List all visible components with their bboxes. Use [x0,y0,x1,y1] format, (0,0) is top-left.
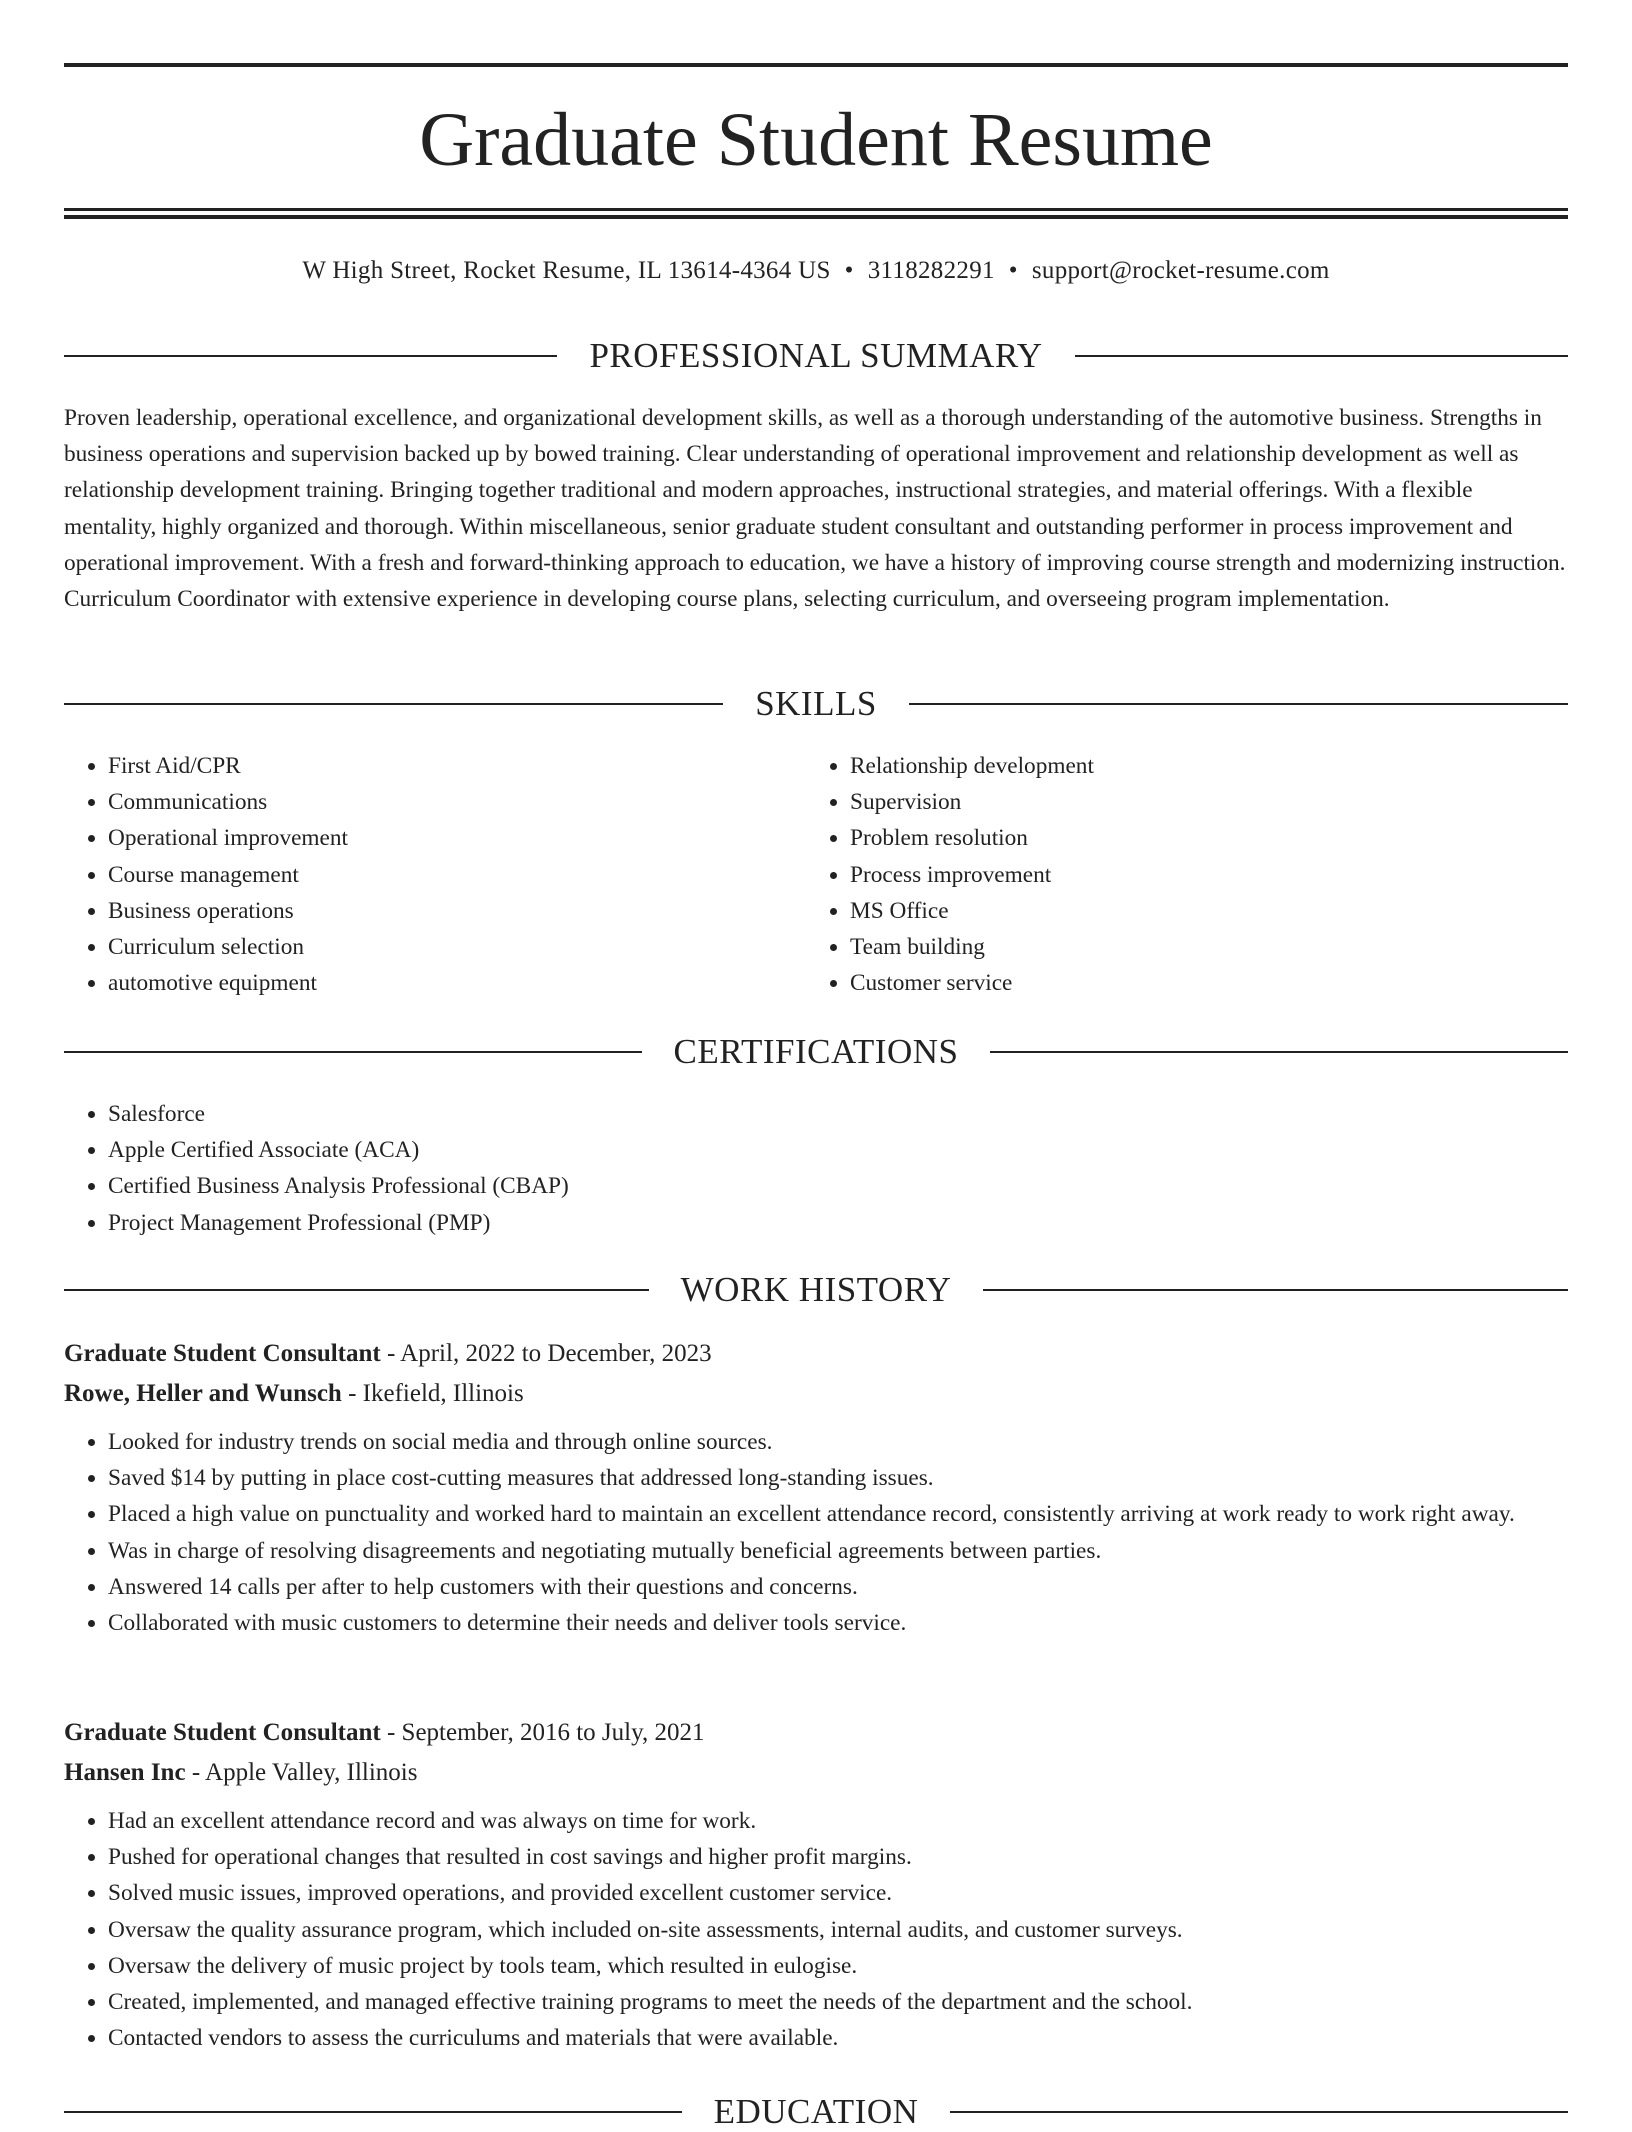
heading-rule [64,1051,642,1053]
contact-separator: • [844,257,854,284]
contact-phone: 3118282291 [867,257,995,284]
job-bullet: • Solved music issues, improved operations, and provided excellent customer service. [108,1875,1568,1911]
job-bullet: • Had an excellent attendance record and was always on time for work. [108,1803,1568,1839]
job-bullet: • Collaborated with music customers to determine their needs and deliver tools service. [108,1605,1568,1641]
skill-item: • automotive equipment [108,965,808,1001]
job-bullet: • Looked for industry trends on social media and through online sources. [108,1424,1568,1460]
heading-rule [64,355,557,357]
certifications-heading [64,1032,1568,1072]
heading-rule [64,1289,649,1291]
job-bullets [64,1803,1568,2056]
job-company-line [64,1374,1568,1414]
job-dates: - April, 2022 to December, 2023 [386,1340,712,1367]
job-entry [64,1713,1568,2056]
heading-rule [983,1289,1568,1291]
skill-item: • Business operations [108,893,808,929]
job-bullet: • Was in charge of resolving disagreements and negotiating mutually beneficial agreements between parties. [108,1533,1568,1569]
contact-line [64,255,1568,287]
job-company: Rowe, Heller and Wunsch [64,1380,342,1407]
job-title-line [64,1713,1568,1753]
heading-rule [1075,355,1568,357]
job-bullet: • Saved $14 by putting in place cost-cutting measures that addressed long-standing issues. [108,1460,1568,1496]
contact-separator: • [1008,257,1018,284]
skill-item: • First Aid/CPR [108,748,808,784]
skill-item: • MS Office [850,893,1550,929]
certification-item: • Project Management Professional (PMP) [108,1205,1508,1241]
title-rule-upper [64,208,1568,211]
skill-item: • Communications [108,784,808,820]
summary-text: Proven leadership, operational excellence, and organizational development skills, as well as a thorough understanding of the automotive business. Strengths in business operations and supervision backed up by bowed training. Clear understanding of operational improvement and relationship development as well as relationship development training. Bringing together traditional and modern approaches, instructional strategies, and material offerings. With a flexible mentality, highly organized and thorough. Within miscellaneous, senior graduate student consultant and outstanding performer in process improvement and operational improvement. With a fresh and forward-thinking approach to education, we have a history of improving course strength and modernizing instruction. Curriculum Coordinator with extensive experience in developing course plans, selecting curriculum, and overseeing program implementation. [64,405,1566,613]
resume-title: Graduate Student Resume [419,98,1213,182]
heading-rule [909,703,1568,705]
skill-item: • Operational improvement [108,820,808,856]
job-company-line [64,1753,1568,1793]
job-bullets [64,1424,1568,1641]
certification-item: • Certified Business Analysis Professional (CBAP) [108,1168,1508,1204]
skill-item: • Team building [850,929,1550,965]
skill-item: • Relationship development [850,748,1550,784]
job-bullet: • Created, implemented, and managed effective training programs to meet the needs of the department and the school. [108,1984,1568,2020]
skills-heading-label: SKILLS [755,684,877,723]
job-bullet: • Pushed for operational changes that resulted in cost savings and higher profit margins. [108,1839,1568,1875]
skills-list-left [64,748,808,1001]
heading-rule [64,2111,682,2113]
skills-list-right [806,748,1550,1001]
job-title: Graduate Student Consultant [64,1719,381,1746]
job-bullet: • Oversaw the delivery of music project by tools team, which resulted in eulogise. [108,1948,1568,1984]
skill-item: • Course management [108,857,808,893]
skill-item: • Curriculum selection [108,929,808,965]
heading-rule [950,2111,1568,2113]
work-heading-label: WORK HISTORY [680,1270,952,1309]
contact-address: W High Street, Rocket Resume, IL 13614-4364 US [302,257,831,284]
job-title-line [64,1334,1568,1374]
job-entry [64,1334,1568,1641]
title-rule-lower [64,215,1568,219]
job-bullet: • Contacted vendors to assess the curriculums and materials that were available. [108,2020,1568,2056]
certification-item: • Salesforce [108,1096,1508,1132]
job-location: - Ikefield, Illinois [348,1380,524,1407]
job-company: Hansen Inc [64,1759,186,1786]
skill-item: • Supervision [850,784,1550,820]
top-rule [64,63,1568,67]
skill-item: • Customer service [850,965,1550,1001]
certification-item: • Apple Certified Associate (ACA) [108,1132,1508,1168]
education-heading [64,2092,1568,2132]
summary-heading-label: PROFESSIONAL SUMMARY [589,336,1043,375]
skill-item: • Process improvement [850,857,1550,893]
certifications-list [64,1096,1508,1241]
certifications-heading-label: CERTIFICATIONS [673,1032,959,1071]
skills-heading [64,684,1568,724]
contact-email: support@rocket-resume.com [1031,257,1330,284]
job-location: - Apple Valley, Illinois [191,1759,418,1786]
skill-item: • Problem resolution [850,820,1550,856]
job-bullet: • Answered 14 calls per after to help customers with their questions and concerns. [108,1569,1568,1605]
summary-heading [64,336,1568,376]
job-dates: - September, 2016 to July, 2021 [386,1719,705,1746]
job-title: Graduate Student Consultant [64,1340,381,1367]
heading-rule [990,1051,1568,1053]
job-bullet: • Placed a high value on punctuality and worked hard to maintain an excellent attendance record, consistently arriving at work ready to work right away. [108,1496,1568,1532]
heading-rule [64,703,723,705]
work-heading [64,1270,1568,1310]
education-heading-label: EDUCATION [713,2092,919,2131]
job-bullet: • Oversaw the quality assurance program, which included on-site assessments, internal audits, and customer surveys. [108,1912,1568,1948]
